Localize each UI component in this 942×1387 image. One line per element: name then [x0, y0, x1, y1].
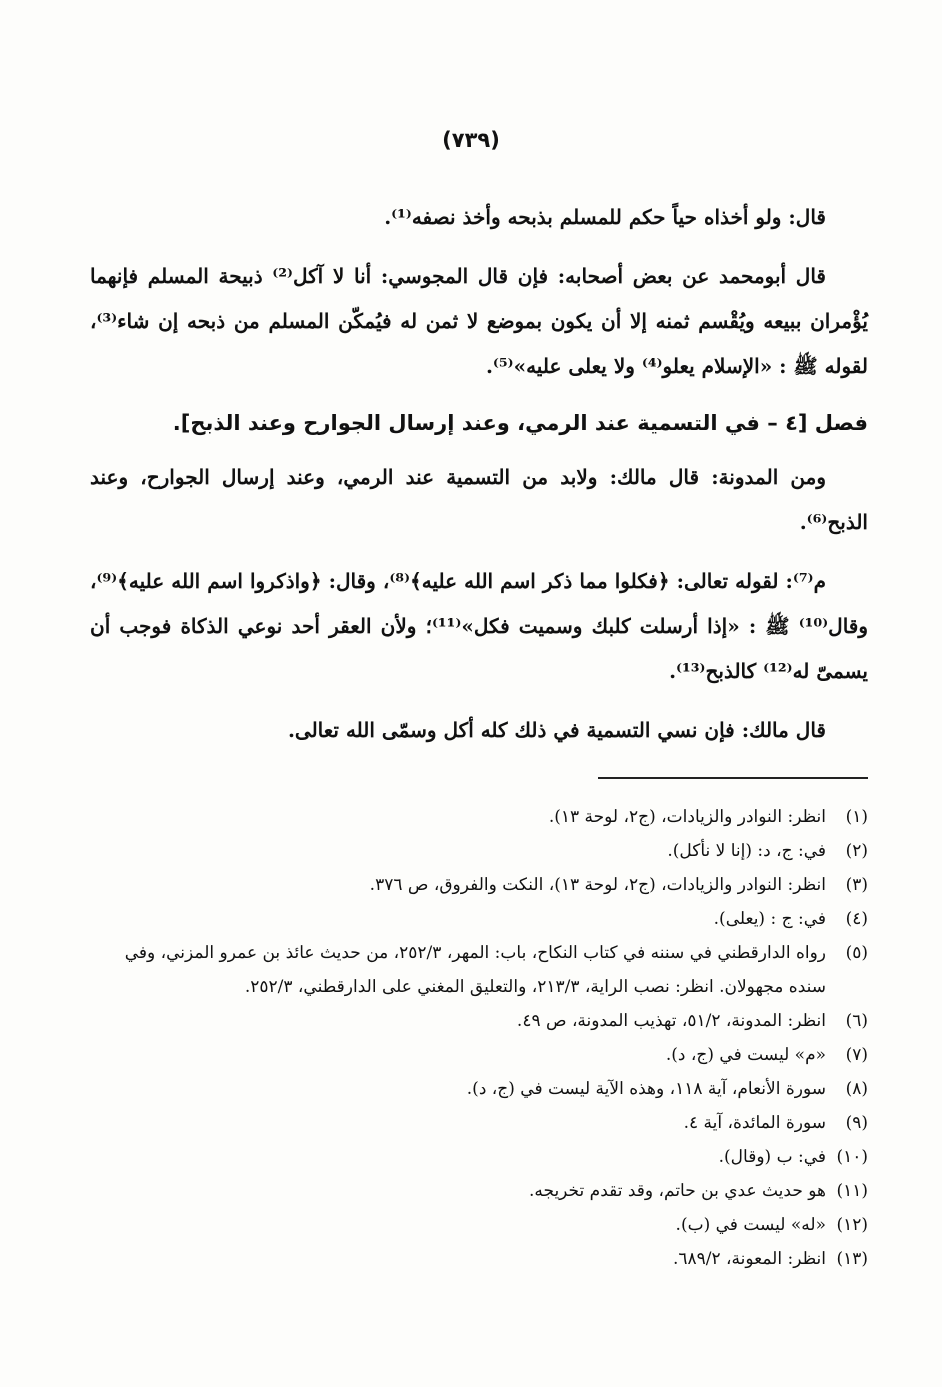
footnote	[90, 868, 868, 902]
footnote	[90, 1072, 868, 1106]
footnote-number: (٣)	[845, 875, 868, 895]
footnote-text: في: ب (وقال).	[718, 1147, 826, 1167]
footnote	[90, 1038, 868, 1072]
footnote	[90, 800, 868, 834]
footnote-text: هو حديث عدي بن حاتم، وقد تقدم تخريجه.	[528, 1181, 826, 1201]
footnote-divider	[598, 777, 868, 779]
paragraph-2: قال أبومحمد عن بعض أصحابه: فإن قال المجوسي: أنا لا آكل⁽²⁾ ذبيحة المسلم فإنهما يُؤْمران ببيعه ويُقْسم ثمنه إلا أن يكون بموضع لا ثمن له فيُمكّن المسلم من ذبحه إن شاء⁽³⁾، لقوله ﷺ : «الإسلام يعلو⁽⁴⁾ ولا يعلى عليه»⁽⁵⁾.	[90, 264, 868, 378]
footnote-number: (١٠)	[836, 1147, 868, 1167]
footnote	[90, 1208, 868, 1242]
footnote-text: «له» ليست في (ب).	[675, 1215, 826, 1235]
footnote-number: (٤)	[845, 909, 868, 929]
footnote-text: سورة الأنعام، آية ١١٨، وهذه الآية ليست في (ج، د).	[466, 1079, 826, 1099]
footnote	[90, 1174, 868, 1208]
footnote-number: (١)	[845, 807, 868, 827]
section-heading: فصل [٤ – في التسمية عند الرمي، وعند إرسال الجوارح وعند الذبح].	[172, 411, 868, 435]
paragraph-5: قال مالك: فإن نسي التسمية في ذلك كله أكل وسمّى الله تعالى.	[287, 718, 826, 742]
paragraph-3: ومن المدونة: قال مالك: ولابد من التسمية عند الرمي، وعند إرسال الجوارح، وعند الذبح⁽⁶⁾.	[90, 465, 868, 534]
footnote-text: انظر: المعونة، ٦٨٩/٢.	[672, 1249, 826, 1269]
footnote-number: (٦)	[845, 1011, 868, 1031]
footnote-text: انظر: النوادر والزيادات، (ج٢، لوحة ١٣).	[548, 807, 826, 827]
footnote-text: في: ج : (يعلى).	[713, 909, 826, 929]
footnote-text: انظر: النوادر والزيادات، (ج٢، لوحة ١٣)، النكت والفروق، ص ٣٧٦.	[369, 875, 826, 895]
footnote	[90, 1140, 868, 1174]
footnote	[90, 936, 868, 1004]
footnote	[90, 1004, 868, 1038]
footnote-text: في: ج، د: (إنا لا نأكل).	[667, 841, 826, 861]
footnote-number: (٢)	[845, 841, 868, 861]
footnote	[90, 1106, 868, 1140]
footnote-text: انظر: المدونة، ٥١/٢، تهذيب المدونة، ص ٤٩.	[516, 1011, 826, 1031]
page-number: (٧٣٩)	[442, 128, 500, 152]
footnote-text: «م» ليست في (ج، د).	[665, 1045, 826, 1065]
footnote-number: (١٣)	[836, 1249, 868, 1269]
footnote-number: (١٢)	[836, 1215, 868, 1235]
footnote-number: (١١)	[836, 1181, 868, 1201]
footnote-number: (٧)	[845, 1045, 868, 1065]
footnote-number: (٩)	[845, 1113, 868, 1133]
paragraph-1: قال: ولو أخذاه حياً حكم للمسلم بذبحه وأخذ نصفه⁽¹⁾.	[384, 205, 826, 229]
footnote-text: سورة المائدة، آية ٤.	[683, 1113, 826, 1133]
main-text	[90, 195, 868, 767]
footnote-text: رواه الدارقطني في سننه في كتاب النكاح، باب: المهر، ٢٥٢/٣، من حديث عائذ بن عمرو المزني، وفي سنده مجهولان. انظر: نصب الراية، ٢١٣/٣، والتعليق المغني على الدارقطني، ٢٥٢/٣.	[124, 943, 826, 997]
footnote	[90, 902, 868, 936]
footnote	[90, 834, 868, 868]
footnotes-list	[90, 800, 868, 1276]
footnote-number: (٨)	[845, 1079, 868, 1099]
footnote	[90, 1242, 868, 1276]
paragraph-4: م⁽⁷⁾: لقوله تعالى: ﴿فكلوا مما ذكر اسم الله عليه﴾⁽⁸⁾، وقال: ﴿واذكروا اسم الله عليه﴾⁽⁹⁾، وقال⁽¹⁰⁾ ﷺ : «إذا أرسلت كلبك وسميت فكل»⁽¹¹⁾؛ ولأن العقر أحد نوعي الذكاة فوجب أن يسمىّ له⁽¹²⁾ كالذبح⁽¹³⁾.	[90, 569, 869, 683]
footnote-number: (٥)	[845, 943, 868, 963]
